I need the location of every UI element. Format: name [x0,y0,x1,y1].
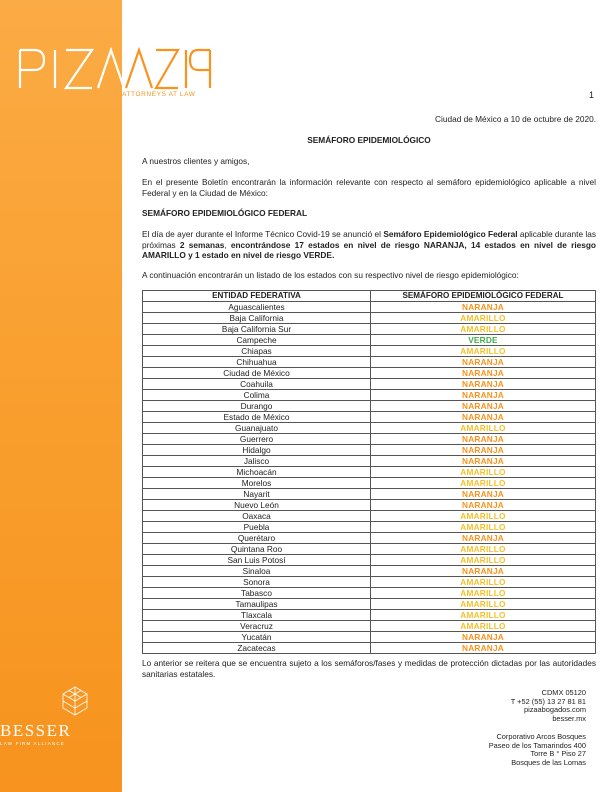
risk-level-cell [371,577,596,588]
header-entidad: ENTIDAD FEDERATIVA [143,291,371,302]
table-row [143,313,596,324]
semaforo-table [142,290,596,654]
risk-level-cell [371,346,596,357]
risk-level-cell [371,599,596,610]
header-semaforo: SEMÁFORO EPIDEMIOLÓGICO FEDERAL [371,291,596,302]
table-row [143,346,596,357]
table-row [143,643,596,654]
contact-website[interactable]: pizaabogados.com [523,705,586,715]
address-block [489,733,586,767]
risk-level-cell [371,632,596,643]
state-name: Oaxaca [143,511,371,522]
risk-level: NARANJA [462,412,504,422]
state-name: Nayarit [143,489,371,500]
table-row [143,533,596,544]
state-name: Hidalgo [143,445,371,456]
table-row [143,368,596,379]
risk-level: NARANJA [462,632,504,642]
risk-level-cell [371,643,596,654]
table-row [143,302,596,313]
state-name: Estado de México [143,412,371,423]
table-row [143,357,596,368]
state-name: Morelos [143,478,371,489]
pizarro-logo [0,42,230,112]
table-row [143,621,596,632]
risk-level: AMARILLO [460,313,506,323]
risk-level-cell [371,522,596,533]
table-row [143,467,596,478]
risk-level-cell [371,544,596,555]
state-name: Nuevo León [143,500,371,511]
page-number: 1 [589,90,595,100]
risk-level: VERDE [468,335,498,345]
state-name: Michoacán [143,467,371,478]
state-name: Guanajuato [143,423,371,434]
summary-bold-2: 2 semanas [179,239,225,250]
risk-level: AMARILLO [460,588,506,598]
intro-paragraph: En el presente Boletín encontrarán la información relevante con respecto al semáforo epidemiológico aplicable a nivel Federal y en la Ciudad de México: [142,177,596,198]
risk-level: AMARILLO [460,423,506,433]
risk-level: AMARILLO [460,478,506,488]
risk-level: NARANJA [462,533,504,543]
risk-level: NARANJA [462,434,504,444]
risk-level: NARANJA [462,390,504,400]
state-name: Querétaro [143,533,371,544]
address-line: Bosques de las Lomas [511,757,586,767]
risk-level: NARANJA [462,489,504,499]
risk-level-cell [371,511,596,522]
table-row [143,632,596,643]
summary-paragraph [142,229,596,261]
section-title: SEMÁFORO EPIDEMIOLÓGICO FEDERAL [142,208,308,218]
risk-level: NARANJA [462,368,504,378]
risk-level-cell [371,478,596,489]
state-name: Aguascalientes [143,302,371,313]
cube-icon [60,685,90,719]
sidebar-band [0,0,122,792]
state-name: Yucatán [143,632,371,643]
risk-level: AMARILLO [460,324,506,334]
document-title: SEMÁFORO EPIDEMIOLÓGICO [307,135,431,145]
greeting: A nuestros clientes y amigos, [142,156,250,166]
state-name: Puebla [143,522,371,533]
table-body [143,302,596,654]
table-row [143,401,596,412]
state-name: Sinaloa [143,566,371,577]
risk-level-cell [371,555,596,566]
table-row [143,555,596,566]
risk-level-cell [371,456,596,467]
risk-level: AMARILLO [460,555,506,565]
table-row [143,434,596,445]
risk-level-cell [371,533,596,544]
state-name: Baja California Sur [143,324,371,335]
risk-level: NARANJA [462,357,504,367]
risk-level-cell [371,335,596,346]
risk-level-cell [371,467,596,478]
table-row [143,478,596,489]
table-row [143,335,596,346]
risk-level-cell [371,489,596,500]
risk-level: NARANJA [462,456,504,466]
risk-level-cell [371,357,596,368]
state-name: Quintana Roo [143,544,371,555]
address-line: Corporativo Arcos Bosques [496,732,586,741]
table-row [143,412,596,423]
contact-line: CDMX 05120 [541,688,586,697]
risk-level: AMARILLO [460,610,506,620]
state-name: Veracruz [143,621,371,632]
risk-level-cell [371,412,596,423]
table-row [143,379,596,390]
state-name: Tlaxcala [143,610,371,621]
list-intro: A continuación encontrarán un listado de los estados con su respectivo nivel de riesgo epidemiológico: [142,270,519,280]
table-row [143,390,596,401]
besser-logo [0,683,122,753]
risk-level: NARANJA [462,566,504,576]
address-line: Paseo de los Tamarindos 400 [488,740,586,750]
risk-level: AMARILLO [460,522,506,532]
summary-bold-3: encontrándose 17 estados en nivel de riesgo NARANJA, 14 estados en nivel de riesgo AMARILLO y 1 estado en nivel de riesgo VERDE. [142,239,596,260]
state-name: Chiapas [143,346,371,357]
state-name: Colima [143,390,371,401]
risk-level-cell [371,434,596,445]
risk-level: AMARILLO [460,577,506,587]
besser-tagline: LAW FIRM ALLIANCE [0,741,65,746]
risk-level: NARANJA [462,445,504,455]
closing-paragraph: Lo anterior se reitera que se encuentra sujeto a los semáforos/fases y medidas de protección dictadas por las autoridades sanitarias estatales. [142,658,596,679]
risk-level: NARANJA [462,500,504,510]
risk-level: NARANJA [462,379,504,389]
table-row [143,610,596,621]
date-line: Ciudad de México a 10 de octubre de 2020. [435,114,596,124]
risk-level: NARANJA [462,401,504,411]
table-row [143,500,596,511]
table-row [143,522,596,533]
risk-level-cell [371,302,596,313]
state-name: Guerrero [143,434,371,445]
risk-level: AMARILLO [460,544,506,554]
risk-level-cell [371,368,596,379]
state-name: Campeche [143,335,371,346]
risk-level-cell [371,423,596,434]
risk-level: AMARILLO [460,467,506,477]
state-name: Coahuila [143,379,371,390]
address-line: Torre B ° Piso 27 [530,749,586,759]
risk-level: AMARILLO [460,621,506,631]
table-row [143,577,596,588]
state-name: Tamaulipas [143,599,371,610]
contact-phone: T +52 (55) 13 27 81 81 [510,696,586,706]
table-row [143,324,596,335]
summary-text-3: , [224,239,231,250]
besser-wordmark: BESSER [0,721,72,740]
risk-level-cell [371,588,596,599]
table-row [143,456,596,467]
state-name: Durango [143,401,371,412]
contact-website-2[interactable]: besser.mx [552,713,586,723]
risk-level-cell [371,324,596,335]
state-name: San Luis Potosí [143,555,371,566]
summary-bold-1: Semáforo Epidemiológico Federal [383,229,518,239]
table-row [143,423,596,434]
table-row [143,599,596,610]
risk-level-cell [371,390,596,401]
state-name: Tabasco [143,588,371,599]
state-name: Zacatecas [143,643,371,654]
risk-level: NARANJA [462,643,504,653]
risk-level-cell [371,313,596,324]
risk-level: NARANJA [462,302,504,312]
summary-text-2: aplicable durante las próximas [142,229,596,250]
state-name: Ciudad de México [143,368,371,379]
risk-level-cell [371,610,596,621]
risk-level-cell [371,445,596,456]
risk-level-cell [371,401,596,412]
risk-level-cell [371,500,596,511]
risk-level: AMARILLO [460,346,506,356]
state-name: Sonora [143,577,371,588]
risk-level-cell [371,379,596,390]
summary-text-1: El día de ayer durante el Informe Técnico Covid-19 se anunció el [142,229,384,239]
table-row [143,445,596,456]
risk-level-cell [371,621,596,632]
table-row [143,489,596,500]
state-name: Baja California [143,313,371,324]
contact-block [511,689,586,723]
table-row [143,544,596,555]
state-name: Jalisco [143,456,371,467]
risk-level: AMARILLO [460,511,506,521]
state-name: Chihuahua [143,357,371,368]
logo-subtitle: ATTORNEYS AT LAW [122,91,196,98]
risk-level: AMARILLO [460,599,506,609]
table-header-row [143,291,596,302]
table-row [143,566,596,577]
table-row [143,588,596,599]
table-row [143,511,596,522]
risk-level-cell [371,566,596,577]
